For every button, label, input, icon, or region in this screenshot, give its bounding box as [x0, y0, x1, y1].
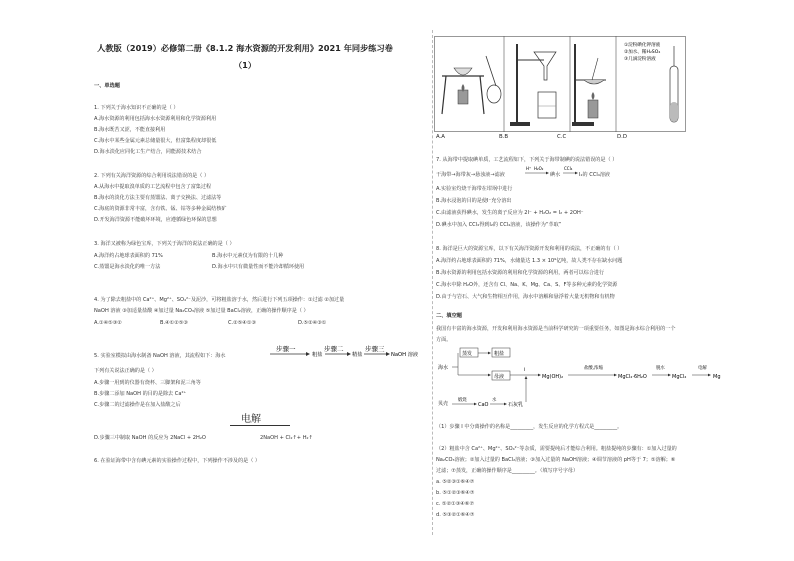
q4-stem-1: 4. 为了除去粗盐中的 Ca²⁺、Mg²⁺、SO₄²⁻及泥沙，可将粗盐溶于水，然后进行下列五项操作：①过滤 ②加过量: [94, 297, 345, 303]
q5-option-a: A.步骤一用到的仪器有烧杯、三脚架和泥三角等: [94, 380, 201, 386]
q5-step-1: 步骤一: [276, 345, 296, 353]
q7-stem: 7. 从海带中提取碘单质，工艺流程如下，下列关于海带制碘的说法错误的是（ ）: [436, 157, 618, 163]
q3-option-b: B.海水中元素仅为有限的十几种: [212, 253, 284, 259]
q9-stem-2: 方面。: [436, 337, 452, 343]
q4-option-b: B.④①②⑤③: [160, 320, 188, 326]
section-single-choice: 一、单选题: [94, 83, 120, 89]
section-fill-in: 二、填空题: [436, 313, 462, 319]
page-title-number: （1）: [233, 60, 257, 70]
flow-label-electrolysis: 电解: [698, 366, 707, 371]
flow-node-mgoh2: Mg(OH)₂: [542, 374, 564, 380]
q9-option-d: d. ⑤③②①⑥④⑦: [436, 512, 475, 518]
electrolysis-condition: 电解: [241, 414, 261, 425]
q7-option-c: C.由滤液获得碘水，发生的离子反应为 2I⁻ + H₂O₂ = I₂ + 2OH⁻: [436, 210, 584, 216]
q9-part-2-line1: （2）粗盐中含 Ca²⁺、Mg²⁺、SO₄²⁻等杂质，需要提纯后才能综合利用。粗盐提纯的步骤有：①加入过量的: [436, 446, 677, 452]
legend-3: ③几滴淀粉溶液: [624, 57, 656, 62]
flow-node-evaporate: 蒸发: [462, 351, 473, 357]
fig-label-b: B.B: [499, 134, 509, 140]
q5-arrow-2-head: [347, 352, 351, 356]
flow-node-lime-milk: 石灰乳: [508, 402, 524, 408]
flow-node-mgcl2-hydrate: MgCl₂·6H₂O: [618, 374, 647, 380]
fig-label-a: A.A: [436, 134, 445, 140]
flow-label-acid: 盐酸,浓缩: [584, 366, 603, 371]
q5-node-2: 精盐: [352, 352, 363, 358]
flow-node-mg: Mg: [713, 374, 721, 380]
flow-node-seawater: 海水: [438, 365, 449, 371]
q9-part-2-line2: Na₂CO₃溶液；②加入过量的 BaCl₂溶液；③加入过量的 NaOH溶液；④调节溶液的 pH等于 7；⑤溶解；⑥: [436, 457, 676, 463]
q7-option-d: D.碘水中加入 CCl₄得到I₂的 CCl₄溶液，该操作为“萃取”: [436, 222, 562, 228]
q2-option-c: C.海底的资源非常丰富，含有铁、锰、钴等多种金属结核矿: [94, 206, 227, 212]
q1-option-d: D.海水淡化应同化工生产结合，同能源技术结合: [94, 149, 202, 155]
q7-option-a: A.实验室灼烧干海带在坩埚中进行: [436, 186, 513, 192]
fig-label-d: D.D: [617, 134, 628, 140]
q8-stem: 8. 海洋是巨大的资源宝库，以下有关海洋资源开发和利用的说法，不正确的有（ ）: [436, 246, 623, 252]
crucible-tripod-apparatus: [442, 56, 501, 114]
q9-option-b: b. ⑤①②③⑥④⑦: [436, 490, 475, 496]
q3-option-c: C.蒸馏是海水淡化的唯一方法: [94, 264, 161, 270]
q6-apparatus-figure: [434, 36, 686, 132]
seawater-flowchart: [436, 345, 736, 419]
q2-stem: 2. 下列有关海洋资源的综合利用说法错误的是（ ）: [94, 173, 210, 179]
q9-part-1: （1）步骤 I 中分离操作的名称是_________，发生反应的化学方程式是_________。: [436, 424, 623, 430]
test-tube-apparatus: [624, 41, 678, 122]
q5-option-d: D.步骤三中制取 NaOH 的反应为 2NaCl + 2H₂O: [94, 435, 206, 441]
q5-prompt: 下列有关说法正确的是（ ）: [94, 368, 157, 374]
electrolysis-arrow-line: [230, 425, 290, 426]
q8-option-b: B.海水资源的利用包括水资源的利用和化学资源的利用，两者可以综合进行: [436, 270, 605, 276]
q8-option-c: C.海水中除 H₂O外，还含有 Cl、Na、K、Mg、Ca、S、F等多种元素的化学资源: [436, 282, 618, 288]
q2-option-b: B.海水的淡化方法主要有蒸馏法、离子交换法、过滤法等: [94, 195, 222, 201]
q3-stem: 3. 海洋又被称为绿色宝库，下列关于海洋的说法正确的是（ ）: [94, 241, 235, 247]
q2-option-d: D.开发海洋资源不能破坏环境，应遵循绿色环保的思想: [94, 217, 217, 223]
q1-option-c: C.海水中某些金属元素总储量很大，但富集程度却很低: [94, 138, 217, 144]
q5-stem: 5. 实验室模拟由海水制备 NaOH 溶液，其流程如下：海水: [94, 353, 226, 359]
q5-flow-diagram: [268, 343, 418, 363]
q5-arrow-1-head: [306, 352, 310, 356]
q7-flow-start: 干海带→海带灰→悬浊液→滤液: [436, 172, 505, 178]
legend-2: ②加水、稀H₂SO₄: [624, 50, 661, 55]
flow-label-water: 水: [492, 398, 497, 403]
legend-1: ①淀粉碘化钾溶液: [624, 43, 661, 48]
q4-option-a: A.①④⑤③②: [94, 320, 122, 326]
q7-arrow-1-top2: H₂O₂: [534, 166, 544, 171]
q5-step-3: 步骤三: [365, 345, 385, 353]
q5-option-c: C.步骤二的过滤操作是在加入盐酸之后: [94, 402, 181, 408]
flow-node-crude-salt: 粗盐: [494, 351, 505, 357]
flow-node-shell: 贝壳: [438, 401, 449, 407]
q5-step-2: 步骤二: [324, 345, 344, 353]
q1-stem: 1. 下列关于海水知识不正确的是（ ）: [94, 105, 179, 111]
q7-arrow-1-top: H⁺: [526, 166, 532, 171]
q5-node-1: 粗盐: [312, 352, 323, 358]
q7-arrow-2-top: CCl₄: [564, 166, 573, 171]
q9-part-2-line3: 过滤；⑦蒸发，正确的操作顺序是_________。（填写序号字母）: [436, 468, 579, 474]
q2-option-a: A.从海水中提取溴单质的工艺流程中包含了富集过程: [94, 184, 212, 190]
q9-stem-1: 我国有丰富的海水资源，开发和利用海水资源是当前科学研究的一项重要任务，如图是海水综合利用的一个: [436, 326, 676, 332]
q5-option-b: B.步骤二添加 NaOH 的目的是除去 Ca²⁺: [94, 391, 187, 397]
q8-option-d: D.由于与岩石、大气和生物相互作用，海水中溶解和悬浮着大量无机物和有机物: [436, 294, 615, 300]
q4-option-d: D.⑤②④③①: [298, 320, 327, 326]
column-divider: [432, 30, 433, 535]
flow-node-cao: CaO: [478, 402, 489, 408]
flow-node-mother-liquor: 母液: [494, 374, 505, 380]
page-title: 人教版（2019）必修第二册《8.1.2 海水资源的开发利用》2021 年同步练习卷: [97, 43, 393, 53]
q5-node-3: NaOH 溶液: [391, 352, 418, 358]
q5-arrow-3-head: [386, 352, 390, 356]
q9-option-c: c. ⑤②①③④⑥⑦: [436, 501, 475, 507]
evaporation-apparatus: [572, 44, 606, 126]
q7-flow-end: I₂的 CCl₄溶液: [579, 172, 611, 178]
q7-flow-mid: 碘水: [550, 172, 561, 178]
q3-option-d: D.海水中只有微量性而不能冷却循环使用: [212, 264, 305, 270]
fig-label-c: C.C: [557, 134, 567, 140]
flow-node-mgcl2: MgCl₂: [672, 374, 687, 380]
q3-option-a: A.海洋约占地球表面积的 71%: [94, 253, 163, 259]
flow-label-calcine: 煅烧: [458, 398, 467, 403]
q1-option-a: A.海水资源的利用包括海水水资源利用和化学资源利用: [94, 116, 217, 122]
q6-stem: 6. 在验证海带中含有碘元素的实验操作过程中，下列操作不涉及的是（ ）: [94, 458, 261, 464]
q4-stem-2: NaOH 溶液 ③加适量盐酸 ④加过量 Na₂CO₃溶液 ⑤加过量 BaCl₂溶液，正确的操作顺序是（ ）: [94, 308, 309, 314]
q7-option-b: B.海水浸泡的目的是使I⁻充分溶出: [436, 198, 512, 204]
filtration-apparatus: [510, 44, 556, 126]
q4-option-c: C.②⑤④①③: [228, 320, 257, 326]
q9-option-a: a. ⑤②③①⑥④⑦: [436, 479, 475, 485]
q8-option-a: A.海洋约占地球表面积的 71%，水储量达 1.3 × 10⁹亿吨，故人类不存在缺水问题: [436, 258, 623, 264]
flow-label-dehydrate: 脱水: [656, 366, 665, 371]
flow-label-step-1: I: [524, 368, 526, 373]
q1-option-b: B.海水既苦又涩，不能直接利用: [94, 127, 166, 133]
q5-option-d-products: 2NaOH + Cl₂↑+ H₂↑: [260, 435, 313, 441]
